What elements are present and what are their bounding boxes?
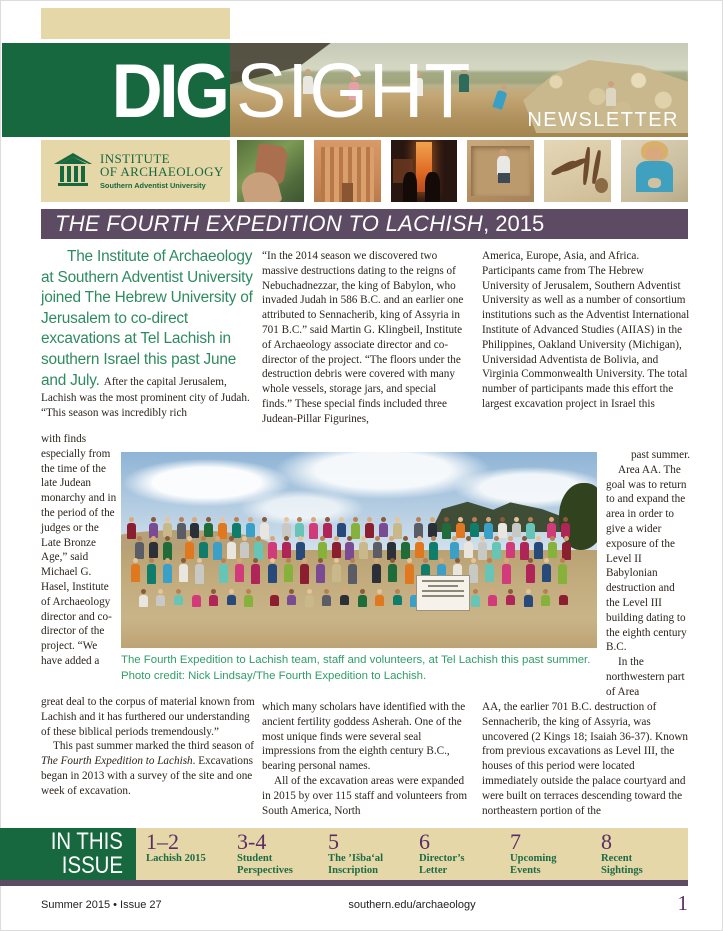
crowd-person: [548, 536, 557, 558]
masthead-tan-block: [41, 8, 230, 39]
crowd-person: [470, 517, 479, 537]
crowd-person: [471, 589, 480, 607]
photo-team-sign: [416, 575, 470, 611]
header-photo-figure: [606, 81, 616, 106]
digger-shirt-shape: [497, 156, 510, 175]
crowd-person: [296, 536, 305, 560]
crowd-person: [524, 589, 533, 607]
masthead-dig-wordmark: DIG: [111, 49, 226, 134]
issue-item-label: Director’s Letter: [419, 853, 465, 877]
crowd-person: [284, 558, 293, 582]
crowd-person: [282, 517, 291, 538]
crowd-person: [323, 517, 332, 538]
thumbnail-petra-facade: [314, 140, 381, 202]
article-lede: The Institute of Archaeology at Southern Adventist University joined The Hebrew University of Jerusalem to co-direct excavations at Tel Lachish in southern Israel this past June and July.: [41, 248, 253, 389]
digger-head-shape: [499, 149, 507, 156]
crowd-person: [541, 589, 550, 606]
thumbnail-pottery-sherd-in-hand: [237, 140, 304, 202]
issue-item-label: Lachish 2015: [146, 853, 206, 864]
crowd-person: [185, 536, 194, 559]
issue-item-upcoming-events[interactable]: [506, 831, 597, 879]
issue-item-pages: 8: [601, 829, 612, 854]
crowd-person: [520, 536, 529, 560]
crowd-person: [375, 589, 384, 606]
crowd-person: [316, 558, 325, 583]
crowd-person: [559, 589, 568, 605]
crowd-person: [348, 558, 357, 584]
issue-item-recent-sightings[interactable]: [597, 831, 688, 879]
crowd-person: [246, 517, 255, 537]
article-col1-narrow: [41, 432, 117, 669]
issue-heading-line2: ISSUE: [61, 852, 123, 879]
crowd-person: [147, 558, 156, 584]
crowd-person: [209, 589, 218, 606]
crowd-person: [282, 536, 291, 558]
crowd-person: [227, 589, 236, 605]
article-col1-bottom: [41, 695, 260, 799]
crowd-person: [534, 536, 543, 559]
footer-page-number: 1: [677, 891, 688, 915]
issue-item-lachish-2015[interactable]: [142, 831, 233, 879]
crowd-person: [488, 589, 497, 606]
masthead-green-band: [2, 43, 230, 137]
issue-heading-box: [0, 828, 136, 880]
article-col3-narrow-p0: past summer.: [630, 449, 690, 461]
footer-issue-info: Summer 2015 • Issue 27: [41, 899, 162, 911]
crowd-person: [542, 558, 551, 582]
crowd-person: [498, 517, 507, 538]
issue-item-ishbaal-inscription[interactable]: [324, 831, 415, 879]
article-col2-bottom: [262, 700, 471, 818]
crowd-person: [506, 536, 515, 558]
article-col1-bottom-p1: great deal to the corpus of material known from Lachish and it has furthered our understanding of these biblical periods tremendously.”: [41, 696, 255, 738]
thumbnail-strip: [237, 140, 688, 202]
arrowhead-shape: [582, 147, 591, 186]
issue-item-pages: 1–2: [146, 829, 179, 854]
crowd-person: [135, 536, 144, 559]
photo-caption-line2: Photo credit: Nick Lindsay/The Fourth Expedition to Lachish.: [121, 669, 427, 682]
digger-shorts-shape: [498, 173, 510, 183]
crowd-person: [244, 589, 253, 607]
col1-p2-post: . Excavations began in 2013 with a survey of the site and one week of excavation.: [41, 755, 253, 797]
crowd-person: [232, 517, 241, 538]
crowd-person: [340, 589, 349, 605]
crowd-person: [227, 536, 236, 559]
crowd-person: [561, 517, 570, 537]
crowd-person: [174, 589, 183, 605]
crowd-person: [156, 589, 165, 606]
article-col3-narrow-p2: In the northwestern part of Area: [606, 656, 685, 698]
article-col3-narrow: [606, 448, 690, 700]
logo-line-of-archaeology: OF ARCHAEOLOGY: [100, 164, 224, 179]
footer-divider-rule: [0, 880, 688, 886]
photo-caption-line1: The Fourth Expedition to Lachish team, staff and volunteers, at Tel Lachish this past summer.: [121, 654, 591, 666]
crowd-person: [558, 558, 567, 584]
facade-door-shape: [342, 183, 353, 202]
thumbnail-volunteer-with-find: [621, 140, 688, 202]
columns-building-icon: [53, 152, 93, 190]
crowd-person: [428, 517, 437, 537]
crowd-person: [365, 517, 374, 538]
crowd-person: [450, 536, 459, 559]
visitor-silhouette: [403, 172, 418, 202]
crowd-person: [179, 558, 188, 582]
issue-item-label: Student Perspectives: [237, 853, 293, 877]
institute-logo: [41, 140, 230, 202]
article-col1-narrow-text: with finds especially from the time of the late Judean monarchy and in the period of the judges or the Late Bronze Age,” said Michael G. Hasel, Institute of Archaeology director and co-director of the project. “We have added a: [41, 433, 117, 667]
col1-p2-pre: This past summer marked the third season of: [53, 740, 255, 753]
header-photo-figure: [492, 83, 509, 110]
logo-line-university: Southern Adventist University: [100, 181, 206, 190]
logo-line-institute: INSTITUTE: [100, 151, 171, 166]
article-col2-bottom-p1: which many scholars have identified with the ancient fertility goddess Asherah. One of the most unique finds were several seal impressions from the eighth century B.C., bearing personal names.: [262, 701, 466, 773]
crowd-person: [358, 589, 367, 607]
issue-item-pages: 7: [510, 829, 521, 854]
crowd-person: [464, 536, 473, 558]
crowd-person: [254, 536, 263, 560]
crowd-person: [204, 517, 213, 537]
masthead-photo: [230, 43, 688, 137]
issue-item-pages: 6: [419, 829, 430, 854]
headline-year: , 2015: [483, 211, 545, 236]
crowd-person: [131, 558, 140, 582]
crowd-person: [562, 536, 571, 560]
article-col3-top: [482, 249, 690, 412]
crowd-person: [429, 536, 438, 560]
article-col2-top-text: “In the 2014 season we discovered two massive destructions dating to the reigns of Nebuchadnezzar, the king of Babylon, who invaded Judah in 586 B.C. and an earlier one attributed to Sennacherib, king of Assyria in 701 B.C.” said Martin G. Klingbeil, Institute of Archaeology associate director and co-director of the project. “The floors under the destruction debris were covered with many whole vessels, storage jars, and special finds.” These special finds included three Judean-Pillar Figurines,: [262, 250, 464, 425]
thumbnail-bronze-arrowheads: [544, 140, 611, 202]
col1-p2-title-italic: The Fourth Expedition to Lachish: [41, 755, 193, 768]
article-col3-top-text: America, Europe, Asia, and Africa. Participants came from The Hebrew University of Jerusalem, Southern Adventist University as well as a number of consortium institutions such as the Adventist International Institute of Advanced Studies (AIIAS) in the Philippines, Oakland University (Michigan), Universidad Adventista de Bolivia, and Virginia Commonwealth University. The total number of participants made this effort the largest excavation project in Israel this: [482, 250, 690, 410]
photo-caption: [121, 653, 607, 684]
crowd-person: [163, 536, 172, 560]
thumbnail-excavation-square: [467, 140, 534, 202]
article-col2-top: [262, 249, 468, 427]
crowd-person: [163, 517, 172, 537]
crowd-person: [332, 536, 341, 558]
crowd-person: [149, 517, 158, 538]
crowd-person: [270, 589, 279, 606]
crowd-person: [492, 536, 501, 559]
crowd-person: [387, 536, 396, 560]
artifact-shape: [648, 178, 661, 188]
article-col1-top: [41, 247, 256, 421]
stone-ball-shape: [595, 178, 608, 193]
crowd-person: [139, 589, 148, 607]
crowd-person: [414, 517, 423, 538]
crowd-person: [268, 536, 277, 559]
crowd-person: [502, 558, 511, 584]
crowd-person: [337, 517, 346, 537]
crowd-person: [401, 536, 410, 559]
group-photo: [121, 452, 597, 648]
issue-item-student-perspectives[interactable]: [233, 831, 324, 879]
crowd-person: [512, 517, 521, 537]
crowd-person: [295, 517, 304, 537]
crowd-person: [478, 536, 487, 560]
crowd-person: [268, 558, 277, 583]
crowd-person: [485, 558, 494, 582]
crowd-person: [240, 536, 249, 558]
crowd-person: [506, 589, 515, 605]
crowd-person: [149, 536, 158, 558]
crowd-person: [235, 558, 244, 582]
crowd-person: [190, 517, 199, 538]
crowd-person: [393, 589, 402, 605]
issue-item-directors-letter[interactable]: [415, 831, 506, 879]
crowd-person: [388, 558, 397, 582]
footer-website-link[interactable]: southern.edu/archaeology: [348, 899, 476, 911]
crowd-person: [415, 536, 424, 558]
crowd-person: [305, 589, 314, 607]
masthead-sight-wordmark: SIGHT: [236, 48, 472, 134]
issue-items: [142, 831, 688, 879]
crowd-person: [379, 517, 388, 537]
crowd-person: [300, 558, 309, 584]
thumbnail-museum-exhibit: [391, 140, 458, 202]
crowd-person: [251, 558, 260, 584]
crowd-person: [359, 536, 368, 559]
issue-heading-line1: IN THIS: [50, 828, 123, 855]
article-col3-bottom: [482, 700, 693, 818]
crowd-layer: [121, 452, 597, 648]
crowd-person: [199, 536, 208, 558]
masthead-newsletter-label: NEWSLETTER: [527, 109, 679, 131]
issue-item-label: Recent Sightings: [601, 853, 643, 877]
crowd-person: [213, 536, 222, 560]
visitor-silhouette: [425, 172, 440, 202]
crowd-person: [373, 536, 382, 558]
crowd-person: [318, 536, 327, 559]
issue-item-pages: 3-4: [237, 829, 267, 854]
crowd-person: [332, 558, 341, 582]
crowd-person: [345, 536, 354, 560]
crowd-person: [219, 558, 228, 583]
crowd-person: [405, 558, 414, 584]
issue-item-label: Upcoming Events: [510, 853, 557, 877]
crowd-person: [469, 558, 478, 583]
crowd-person: [163, 558, 172, 583]
crowd-person: [547, 517, 556, 538]
crowd-person: [372, 558, 381, 583]
article-col3-narrow-p1: Area AA. The goal was to return to and expand the area in order to give a wider exposure of the Level II Babylonian destruction and the Level III building dating to the eighth century B.C.: [606, 463, 687, 654]
article-headline-banner: [41, 209, 688, 239]
article-col3-bottom-text: AA, the earlier 701 B.C. destruction of Sennacherib, the king of Assyria, was uncovered (2 Kings 18; Isaiah 36-37). Known from previous excavations as Level III, the houses of this period were located immediately outside the palace courtyard and were built on terraces descending toward the northeastern portion of the: [482, 701, 688, 817]
issue-item-label: The ’Išba‘al Inscription: [328, 853, 384, 877]
headline-title: THE FOURTH EXPEDITION TO LACHISH: [55, 211, 484, 236]
crowd-person: [526, 558, 535, 583]
crowd-person: [192, 589, 201, 607]
article-col2-bottom-p2: All of the excavation areas were expanded in 2015 by over 115 staff and volunteers from South America, North: [262, 774, 468, 817]
issue-item-pages: 5: [328, 829, 339, 854]
crowd-person: [322, 589, 331, 606]
article-col1-top-text: After the capital Jerusalem, Lachish was the most prominent city of Judah. “This season was incredibly rich: [41, 375, 250, 419]
crowd-person: [195, 558, 204, 584]
crowd-person: [287, 589, 296, 605]
crowd-person: [456, 517, 465, 538]
